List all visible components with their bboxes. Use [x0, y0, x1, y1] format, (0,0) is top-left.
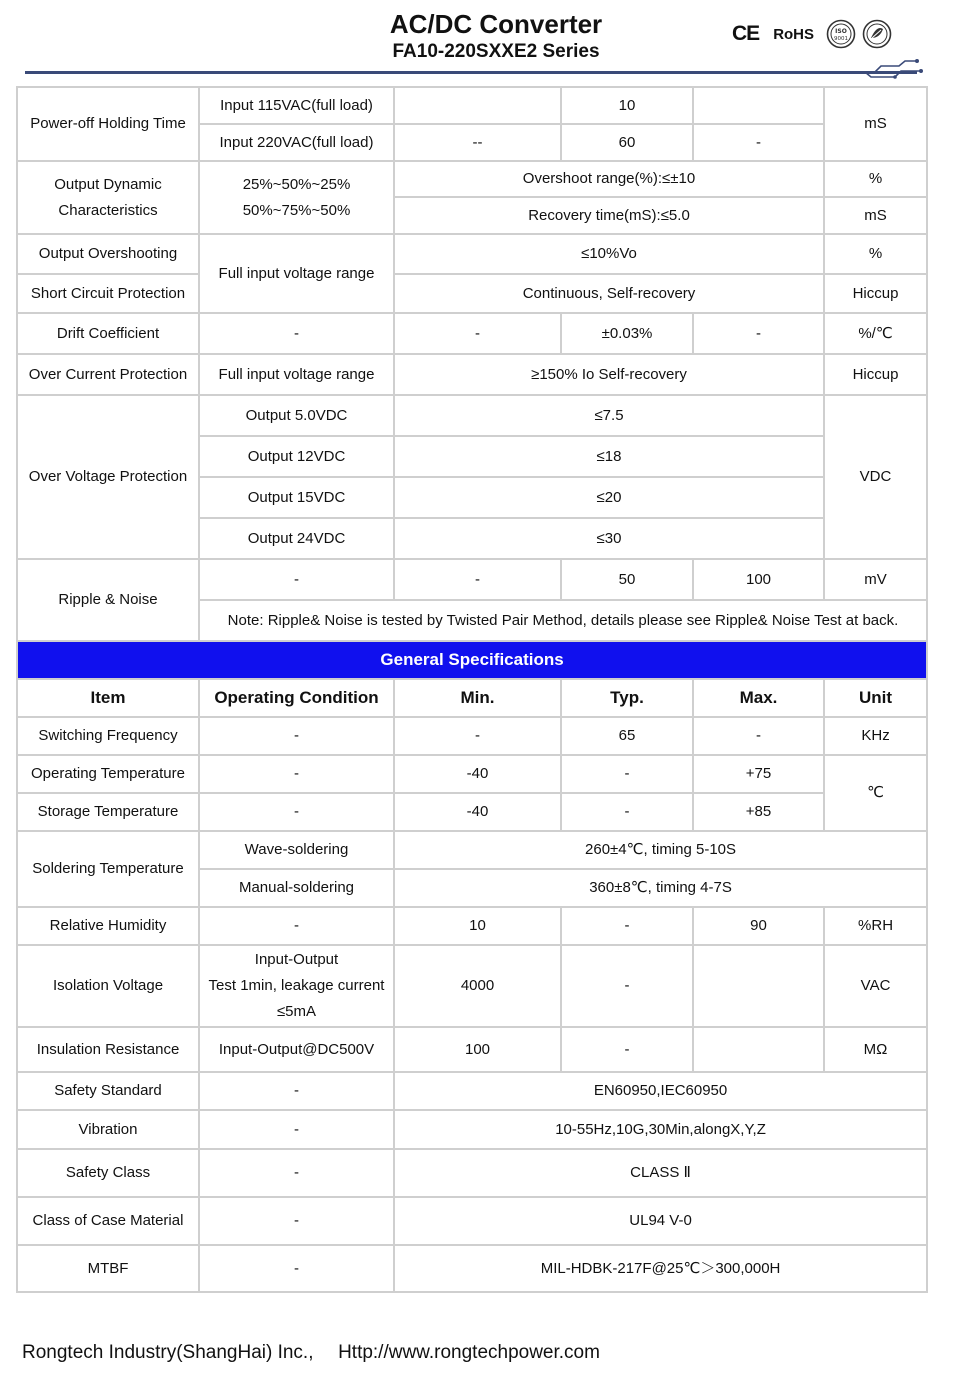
max-cell: +75	[693, 755, 824, 793]
svg-text:ISO: ISO	[835, 28, 847, 35]
ripple-note: Note: Ripple& Noise is tested by Twisted Pair Method, details please see Ripple& Noise Test at back.	[199, 600, 927, 641]
holding-time-label: Power-off Holding Time	[17, 87, 199, 161]
col-header-item: Item	[17, 679, 199, 717]
header-rule	[25, 71, 917, 74]
value-cell: 360±8℃, timing 4-7S	[394, 869, 927, 907]
company-url: Http://www.rongtechpower.com	[338, 1342, 600, 1363]
unit-cell: KHz	[824, 717, 927, 755]
condition-cell: -	[199, 1197, 394, 1245]
ripple-label: Ripple & Noise	[17, 559, 199, 641]
condition-cell: -	[199, 1110, 394, 1149]
typ-cell: -	[561, 793, 693, 831]
condition-line: 50%~75%~50%	[242, 201, 351, 219]
output-spec-table	[16, 86, 928, 642]
item-cell: Safety Class	[17, 1149, 199, 1197]
value-cell: ≤10%Vo	[394, 234, 824, 274]
table-row	[17, 831, 927, 869]
item-cell: Operating Temperature	[17, 755, 199, 793]
value-cell: ≤7.5	[394, 395, 824, 436]
max-cell: 90	[693, 907, 824, 945]
condition-cell: -	[199, 717, 394, 755]
max-cell: -	[693, 124, 824, 161]
col-header-max: Max.	[693, 679, 824, 717]
ovp-label: Over Voltage Protection	[17, 395, 199, 559]
page-header	[0, 0, 960, 80]
condition-cell: Output 15VDC	[199, 477, 394, 518]
condition-cell: -	[199, 1245, 394, 1292]
table-row	[17, 907, 927, 945]
max-cell	[693, 945, 824, 1027]
table-row	[17, 234, 927, 274]
condition-cell: -	[199, 907, 394, 945]
typ-cell: 50	[561, 559, 693, 600]
min-cell: 4000	[394, 945, 561, 1027]
label-line: Characteristics	[58, 201, 158, 219]
table-row	[17, 1245, 927, 1292]
condition-cell: -	[199, 559, 394, 600]
typ-cell: 10	[561, 87, 693, 124]
table-row	[17, 274, 927, 313]
condition-cell: Input-Output@DC500V	[199, 1027, 394, 1072]
item-cell: Switching Frequency	[17, 717, 199, 755]
item-cell: Class of Case Material	[17, 1197, 199, 1245]
value-cell: UL94 V-0	[394, 1197, 927, 1245]
min-cell: -	[394, 559, 561, 600]
max-cell: +85	[693, 793, 824, 831]
general-spec-table	[16, 640, 928, 1293]
value-cell: ≤18	[394, 436, 824, 477]
condition-cell	[199, 161, 394, 234]
min-cell: 10	[394, 907, 561, 945]
min-cell: -40	[394, 755, 561, 793]
label-line: Output Dynamic	[54, 175, 162, 193]
unit-cell: Hiccup	[824, 274, 927, 313]
overshoot-label: Output Overshooting	[17, 234, 199, 274]
value-cell: ≤20	[394, 477, 824, 518]
item-cell: Soldering Temperature	[17, 831, 199, 907]
page-footer	[22, 1342, 600, 1364]
unit-cell: ℃	[824, 755, 927, 831]
col-header-unit: Unit	[824, 679, 927, 717]
typ-cell: -	[561, 945, 693, 1027]
col-header-min: Min.	[394, 679, 561, 717]
unit-cell: Hiccup	[824, 354, 927, 395]
min-cell: -40	[394, 793, 561, 831]
typ-cell: -	[561, 1027, 693, 1072]
environment-seal-icon	[862, 19, 892, 49]
typ-cell: -	[561, 755, 693, 793]
section-title: General Specifications	[17, 641, 927, 679]
condition-cell: Output 24VDC	[199, 518, 394, 559]
value-cell: Continuous, Self-recovery	[394, 274, 824, 313]
condition-cell	[199, 945, 394, 1027]
condition-cell: Full input voltage range	[199, 354, 394, 395]
table-row	[17, 313, 927, 354]
max-cell	[693, 1027, 824, 1072]
item-cell: Safety Standard	[17, 1072, 199, 1110]
iso-seal-icon	[826, 19, 856, 49]
value-cell: CLASS Ⅱ	[394, 1149, 927, 1197]
company-name: Rongtech Industry(ShangHai) Inc.,	[22, 1342, 314, 1363]
unit-cell: VDC	[824, 395, 927, 559]
item-cell: Vibration	[17, 1110, 199, 1149]
typ-cell: -	[561, 907, 693, 945]
table-row	[17, 87, 927, 124]
value-cell: 260±4℃, timing 5-10S	[394, 831, 927, 869]
max-cell: 100	[693, 559, 824, 600]
max-cell: -	[693, 717, 824, 755]
table-row	[17, 755, 927, 793]
item-cell: Storage Temperature	[17, 793, 199, 831]
item-cell: MTBF	[17, 1245, 199, 1292]
table-row	[17, 1149, 927, 1197]
value-cell: ≥150% Io Self-recovery	[394, 354, 824, 395]
unit-cell: mS	[824, 197, 927, 234]
typ-cell: ±0.03%	[561, 313, 693, 354]
table-row	[17, 354, 927, 395]
min-cell	[394, 87, 561, 124]
condition-cell: Output 12VDC	[199, 436, 394, 477]
value-cell: Recovery time(mS):≤5.0	[394, 197, 824, 234]
col-header-typ: Typ.	[561, 679, 693, 717]
col-header-condition: Operating Condition	[199, 679, 394, 717]
item-cell: Relative Humidity	[17, 907, 199, 945]
drift-label: Drift Coefficient	[17, 313, 199, 354]
condition-cell: -	[199, 755, 394, 793]
min-cell: 100	[394, 1027, 561, 1072]
max-cell: -	[693, 313, 824, 354]
document-subtitle: FA10-220SXXE2 Series	[392, 41, 600, 62]
value-cell: ≤30	[394, 518, 824, 559]
condition-cell: -	[199, 1149, 394, 1197]
min-cell: --	[394, 124, 561, 161]
condition-cell: Output 5.0VDC	[199, 395, 394, 436]
section-header-row	[17, 641, 927, 679]
unit-cell: %	[824, 161, 927, 197]
table-row	[17, 161, 927, 197]
table-row	[17, 717, 927, 755]
value-cell: 10-55Hz,10G,30Min,alongX,Y,Z	[394, 1110, 927, 1149]
unit-cell: mS	[824, 87, 927, 161]
condition-cell: Input 220VAC(full load)	[199, 124, 394, 161]
item-cell: Isolation Voltage	[17, 945, 199, 1027]
condition-line: Input-Output	[254, 951, 339, 968]
svg-text:9001: 9001	[834, 36, 849, 42]
unit-cell: %RH	[824, 907, 927, 945]
condition-cell: -	[199, 1072, 394, 1110]
condition-cell: Manual-soldering	[199, 869, 394, 907]
condition-line: Test 1min, leakage current	[208, 977, 385, 994]
table-row	[17, 559, 927, 600]
circuit-decoration-icon	[855, 58, 925, 80]
value-cell: MIL-HDBK-217F@25℃＞300,000H	[394, 1245, 927, 1292]
value-cell: EN60950,IEC60950	[394, 1072, 927, 1110]
value-cell: Overshoot range(%):≤±10	[394, 161, 824, 197]
table-row	[17, 1072, 927, 1110]
unit-cell: %/℃	[824, 313, 927, 354]
unit-cell: MΩ	[824, 1027, 927, 1072]
rohs-mark: RoHS	[773, 25, 815, 43]
condition-cell: Input 115VAC(full load)	[199, 87, 394, 124]
condition-cell: Full input voltage range	[199, 234, 394, 313]
condition-line: 25%~50%~25%	[242, 175, 351, 193]
column-header-row	[17, 679, 927, 717]
unit-cell: %	[824, 234, 927, 274]
condition-cell: -	[199, 313, 394, 354]
table-row	[17, 793, 927, 831]
typ-cell: 60	[561, 124, 693, 161]
ocp-label: Over Current Protection	[17, 354, 199, 395]
item-cell: Insulation Resistance	[17, 1027, 199, 1072]
table-row	[17, 1027, 927, 1072]
condition-line: ≤5mA	[276, 1003, 317, 1020]
certification-logos	[732, 17, 898, 51]
table-row	[17, 945, 927, 1027]
typ-cell: 65	[561, 717, 693, 755]
ce-mark: CE	[732, 22, 760, 45]
condition-cell: Wave-soldering	[199, 831, 394, 869]
table-row	[17, 395, 927, 436]
short-circuit-label: Short Circuit Protection	[17, 274, 199, 313]
unit-cell: VAC	[824, 945, 927, 1027]
table-row	[17, 1197, 927, 1245]
min-cell: -	[394, 717, 561, 755]
dynamic-label	[17, 161, 199, 234]
table-row	[17, 1110, 927, 1149]
condition-cell: -	[199, 793, 394, 831]
max-cell	[693, 87, 824, 124]
min-cell: -	[394, 313, 561, 354]
document-title: AC/DC Converter	[389, 9, 603, 39]
unit-cell: mV	[824, 559, 927, 600]
